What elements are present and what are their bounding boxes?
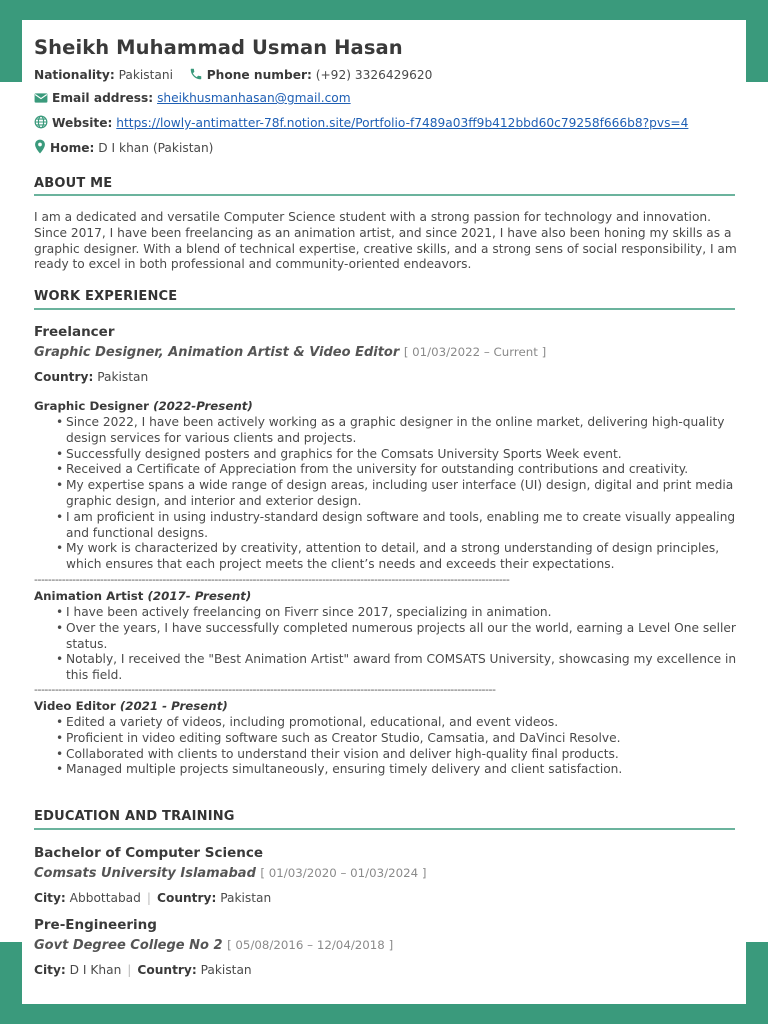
school-line — [34, 938, 393, 953]
job-dates: [ 01/03/2022 – Current ] — [403, 345, 547, 359]
graphic-designer-bullets — [46, 415, 738, 573]
home-value: D I khan (Pakistan) — [98, 141, 214, 155]
job-country — [34, 370, 148, 384]
school-dates: [ 05/08/2016 – 12/04/2018 ] — [227, 938, 394, 952]
email-link[interactable]: sheikhusmanhasan@gmail.com — [157, 91, 351, 105]
city-value: D I Khan — [69, 963, 122, 977]
subrole-period: (2017- Present) — [147, 589, 252, 603]
email-label: Email address: — [52, 91, 154, 105]
job-title — [34, 345, 546, 360]
phone-value: (+92) 3326429620 — [315, 68, 433, 82]
employer-name: Freelancer — [34, 324, 115, 340]
location-pin-icon — [34, 139, 46, 157]
website-link[interactable]: https://lowly-antimatter-78f.notion.site/Portfolio-f7489a03ff9b412bbd60c79258f666b8?pvs=4 — [116, 116, 689, 130]
country-value: Pakistan — [97, 370, 149, 384]
education-divider — [34, 828, 735, 830]
video-editor-bullets — [46, 715, 738, 778]
city-value: Abbottabad — [69, 891, 141, 905]
list-item: • Edited a variety of videos, including promotional, educational, and event videos. — [52, 715, 738, 731]
education-heading: EDUCATION AND TRAINING — [34, 809, 235, 824]
animation-artist-bullets — [46, 605, 738, 684]
subrole-title: Graphic Designer — [34, 399, 149, 413]
about-divider — [34, 194, 735, 196]
city-label: City: — [34, 891, 66, 905]
phone-label: Phone number: — [206, 68, 312, 82]
subrole-period: (2022-Present) — [153, 399, 253, 413]
school-dates: [ 01/03/2020 – 01/03/2024 ] — [260, 866, 427, 880]
person-name: Sheikh Muhammad Usman Hasan — [34, 36, 403, 59]
subrole-graphic-designer — [34, 399, 253, 413]
envelope-icon — [34, 92, 48, 107]
cv-page — [22, 20, 746, 1004]
school-location: City: D I Khan | Country: Pakistan — [34, 963, 252, 977]
dashed-separator: ------------------------------------------------------------------------------------------------------------------------------------- — [34, 683, 496, 696]
country-value: Pakistan — [220, 891, 272, 905]
subrole-video-editor — [34, 699, 228, 713]
subrole-title: Video Editor — [34, 699, 116, 713]
list-item: • Managed multiple projects simultaneously, ensuring timely delivery and client satisfaction. — [52, 762, 738, 778]
home-line — [34, 139, 213, 157]
country-label: Country: — [137, 963, 197, 977]
home-label: Home: — [50, 141, 95, 155]
list-item: • I am proficient in using industry-standard design software and tools, enabling me to create visually appealing and functional designs. — [52, 510, 738, 542]
country-label: Country: — [157, 891, 217, 905]
list-item: • Collaborated with clients to understand their vision and deliver high-quality final products. — [52, 747, 738, 763]
nationality-phone-line — [34, 67, 432, 84]
job-title-text: Graphic Designer, Animation Artist & Video Editor — [34, 345, 400, 360]
phone-icon — [189, 67, 203, 84]
subrole-period: (2021 - Present) — [119, 699, 228, 713]
globe-icon — [34, 115, 48, 132]
degree-title: Pre-Engineering — [34, 917, 157, 933]
list-item: • I have been actively freelancing on Fiverr since 2017, specializing in animation. — [52, 605, 738, 621]
city-label: City: — [34, 963, 66, 977]
subrole-animation-artist — [34, 589, 251, 603]
list-item: • My work is characterized by creativity, attention to detail, and a strong understanding of design principles, which ensures that each project meets the client’s needs and exceeds their expectations. — [52, 541, 738, 573]
about-heading: ABOUT ME — [34, 176, 113, 191]
school-name: Govt Degree College No 2 — [34, 938, 223, 953]
degree-title: Bachelor of Computer Science — [34, 845, 264, 861]
country-label: Country: — [34, 370, 94, 384]
school-line — [34, 866, 427, 881]
school-name: Comsats University Islamabad — [34, 866, 256, 881]
list-item: • Notably, I received the "Best Animation Artist" award from COMSATS University, showcasing my excellence in this field. — [52, 652, 738, 684]
list-item: • Received a Certificate of Appreciation from the university for outstanding contributions and creativity. — [52, 462, 738, 478]
dashed-separator: ----------------------------------------------------------------------------------------------------------------------------------------- — [34, 573, 510, 586]
nationality-value: Pakistani — [118, 68, 173, 82]
website-line — [34, 115, 688, 132]
list-item: • Since 2022, I have been actively working as a graphic designer in the online market, delivering high-quality design services for various clients and projects. — [52, 415, 738, 447]
nationality-label: Nationality: — [34, 68, 115, 82]
list-item: • My expertise spans a wide range of design areas, including user interface (UI) design, digital and print media graphic design, and interior and exterior design. — [52, 478, 738, 510]
website-label: Website: — [52, 116, 113, 130]
list-item: • Over the years, I have successfully completed numerous projects all our the world, earning a Level One seller status. — [52, 621, 738, 653]
school-location: City: Abbottabad | Country: Pakistan — [34, 891, 272, 905]
email-line — [34, 91, 351, 107]
about-text: I am a dedicated and versatile Computer Science student with a strong passion for technology and innovation. Since 2017, I have been freelancing as an animation artist, and since 2021, I have also been honing my skills as a graphic designer. With a blend of technical expertise, creative skills, and a strong sens of social responsibility, I am ready to excel in both professional and community-oriented endeavors. — [34, 210, 737, 272]
country-value: Pakistan — [200, 963, 252, 977]
list-item: • Successfully designed posters and graphics for the Comsats University Sports Week event. — [52, 447, 738, 463]
list-item: • Proficient in video editing software such as Creator Studio, Camsatia, and DaVinci Resolve. — [52, 731, 738, 747]
subrole-title: Animation Artist — [34, 589, 144, 603]
work-divider — [34, 308, 735, 310]
work-heading: WORK EXPERIENCE — [34, 289, 178, 304]
